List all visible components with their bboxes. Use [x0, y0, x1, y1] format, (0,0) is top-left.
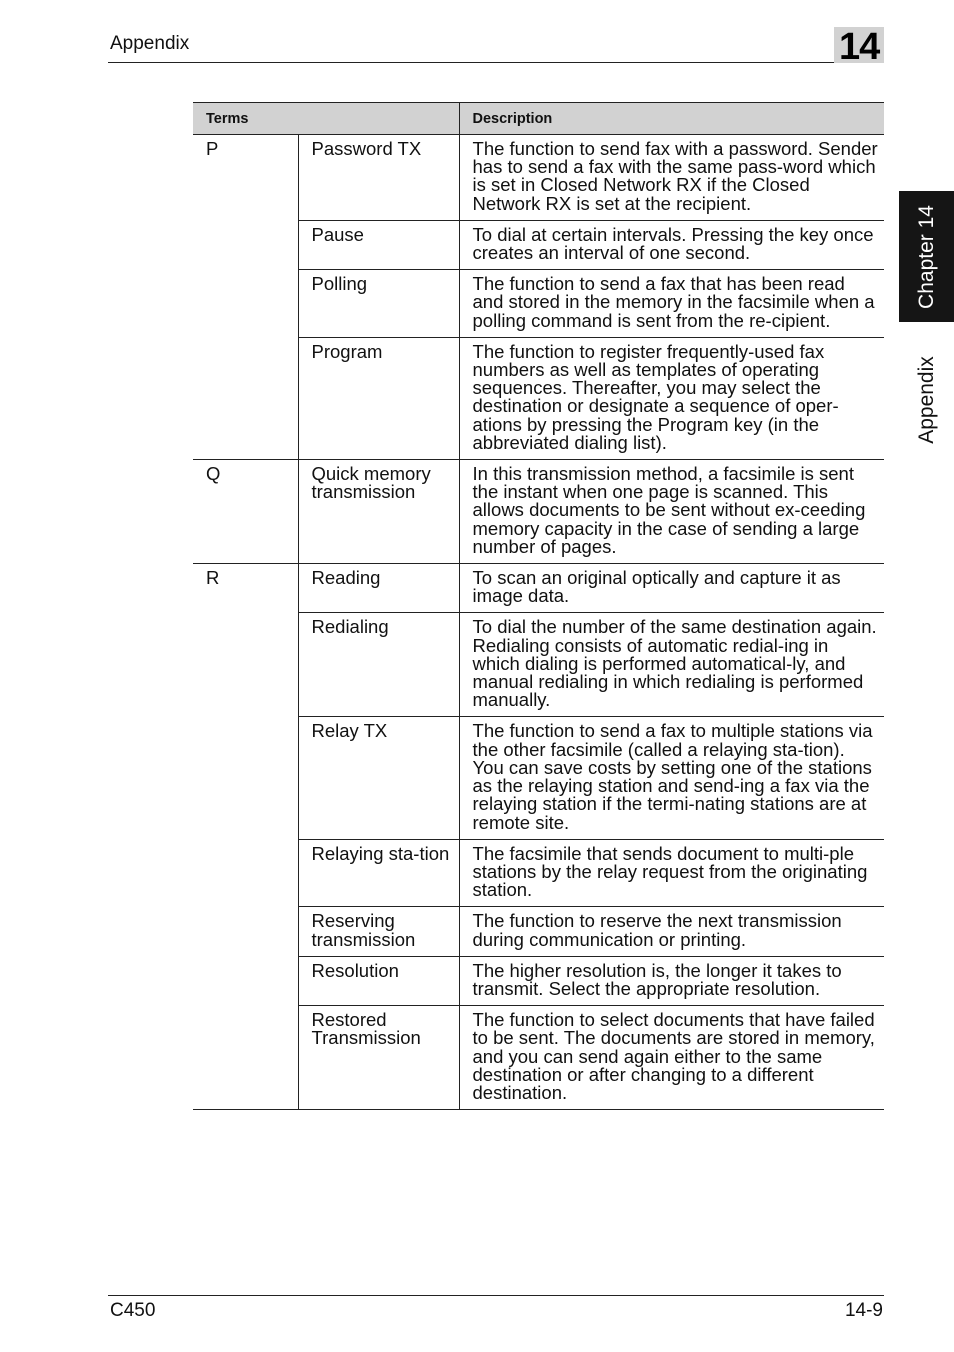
description-cell: The function to reserve the next transmission during communication or printing. [459, 907, 884, 956]
letter-cell: P [206, 138, 219, 159]
chapter-number: 14 [839, 26, 880, 68]
table-row [193, 220, 884, 269]
header-title: Appendix [110, 33, 190, 54]
table-row [193, 613, 884, 717]
term-cell: Quick memory transmission [298, 460, 459, 564]
term-cell: Redialing [298, 613, 459, 717]
letter-cell [193, 1006, 298, 1110]
terms-column-header: Terms [193, 103, 459, 135]
description-cell: The higher resolution is, the longer it takes to transmit. Select the appropriate resolution. [459, 956, 884, 1005]
letter-cell [193, 613, 298, 717]
description-cell: The function to send a fax that has been read and stored in the memory in the facsimile when a polling command is sent from the re-cipient. [459, 270, 884, 338]
description-cell: To dial the number of the same destination again. Redialing consists of automatic redial-ing in which dialing is performed automatical-ly, and manual redialing in which redialing is performed manually. [459, 613, 884, 717]
table-row [193, 956, 884, 1005]
term-cell: Reading [298, 564, 459, 613]
side-chapter-tab-label-wrap [899, 191, 954, 322]
term-cell: Relay TX [298, 717, 459, 839]
footer-rule [108, 1295, 884, 1296]
table-row [193, 907, 884, 956]
term-cell: Restored Transmission [298, 1006, 459, 1110]
letter-cell [193, 220, 298, 269]
table-row [193, 564, 884, 613]
table-row [193, 717, 884, 839]
letter-cell: Q [193, 460, 298, 564]
table-row [193, 337, 884, 459]
description-column-header: Description [459, 103, 884, 135]
description-cell: The function to send a fax to multiple stations via the other facsimile (called a relaying sta-tion). You can save costs by setting one of the stations as the relaying station and send-ing a fax via the relaying station if the termi-nating stations are at remote site. [459, 717, 884, 839]
side-chapter-tab-label: Chapter 14 [914, 204, 938, 309]
letter-cell: R [193, 564, 298, 613]
footer-page-number: 14-9 [844, 1300, 883, 1321]
description-cell: The function to select documents that have failed to be sent. The documents are stored in memory, and you can send again either to the same destination or after changing to a different destination. [459, 1006, 884, 1110]
description-cell: The function to send fax with a password. Sender has to send a fax with the same pass-word which is set in Closed Network RX if the Closed Network RX is set at the recipient. [459, 135, 884, 221]
table-row [193, 460, 884, 564]
term-cell: Polling [298, 270, 459, 338]
letter-cell [193, 270, 298, 338]
letter-cell [193, 337, 298, 459]
term-cell: Program [298, 337, 459, 459]
description-cell: To scan an original optically and capture it as image data. [459, 564, 884, 613]
term-cell: Password TX [298, 135, 459, 221]
letter-cell [193, 956, 298, 1005]
side-section-label: Appendix [914, 356, 938, 444]
header-rule [108, 62, 884, 63]
term-cell: Resolution [298, 956, 459, 1005]
table-row [193, 270, 884, 338]
term-cell: Reserving transmission [298, 907, 459, 956]
description-cell: In this transmission method, a facsimile is sent the instant when one page is scanned. This allows documents to be sent without ex-ceeding memory capacity in the case of sending a large number of pages. [459, 460, 884, 564]
term-cell: Pause [298, 220, 459, 269]
table-row [193, 839, 884, 907]
term-cell: Relaying sta-tion [298, 839, 459, 907]
side-section-label-wrap [899, 330, 954, 470]
table-row [193, 135, 884, 221]
glossary-table [193, 102, 884, 1110]
description-cell: The facsimile that sends document to multi-ple stations by the relay request from the originating station. [459, 839, 884, 907]
description-cell: The function to register frequently-used fax numbers as well as templates of operating sequences. Thereafter, you may select the destination or designate a sequence of oper-ations by pressing the Program key (in the abbreviated dialing list). [459, 337, 884, 459]
letter-cell [193, 839, 298, 907]
table-header-row [193, 103, 884, 135]
letter-cell [193, 907, 298, 956]
letter-cell [193, 717, 298, 839]
table-row [193, 1006, 884, 1110]
description-cell: To dial at certain intervals. Pressing the key once creates an interval of one second. [459, 220, 884, 269]
footer-model: C450 [110, 1300, 156, 1321]
